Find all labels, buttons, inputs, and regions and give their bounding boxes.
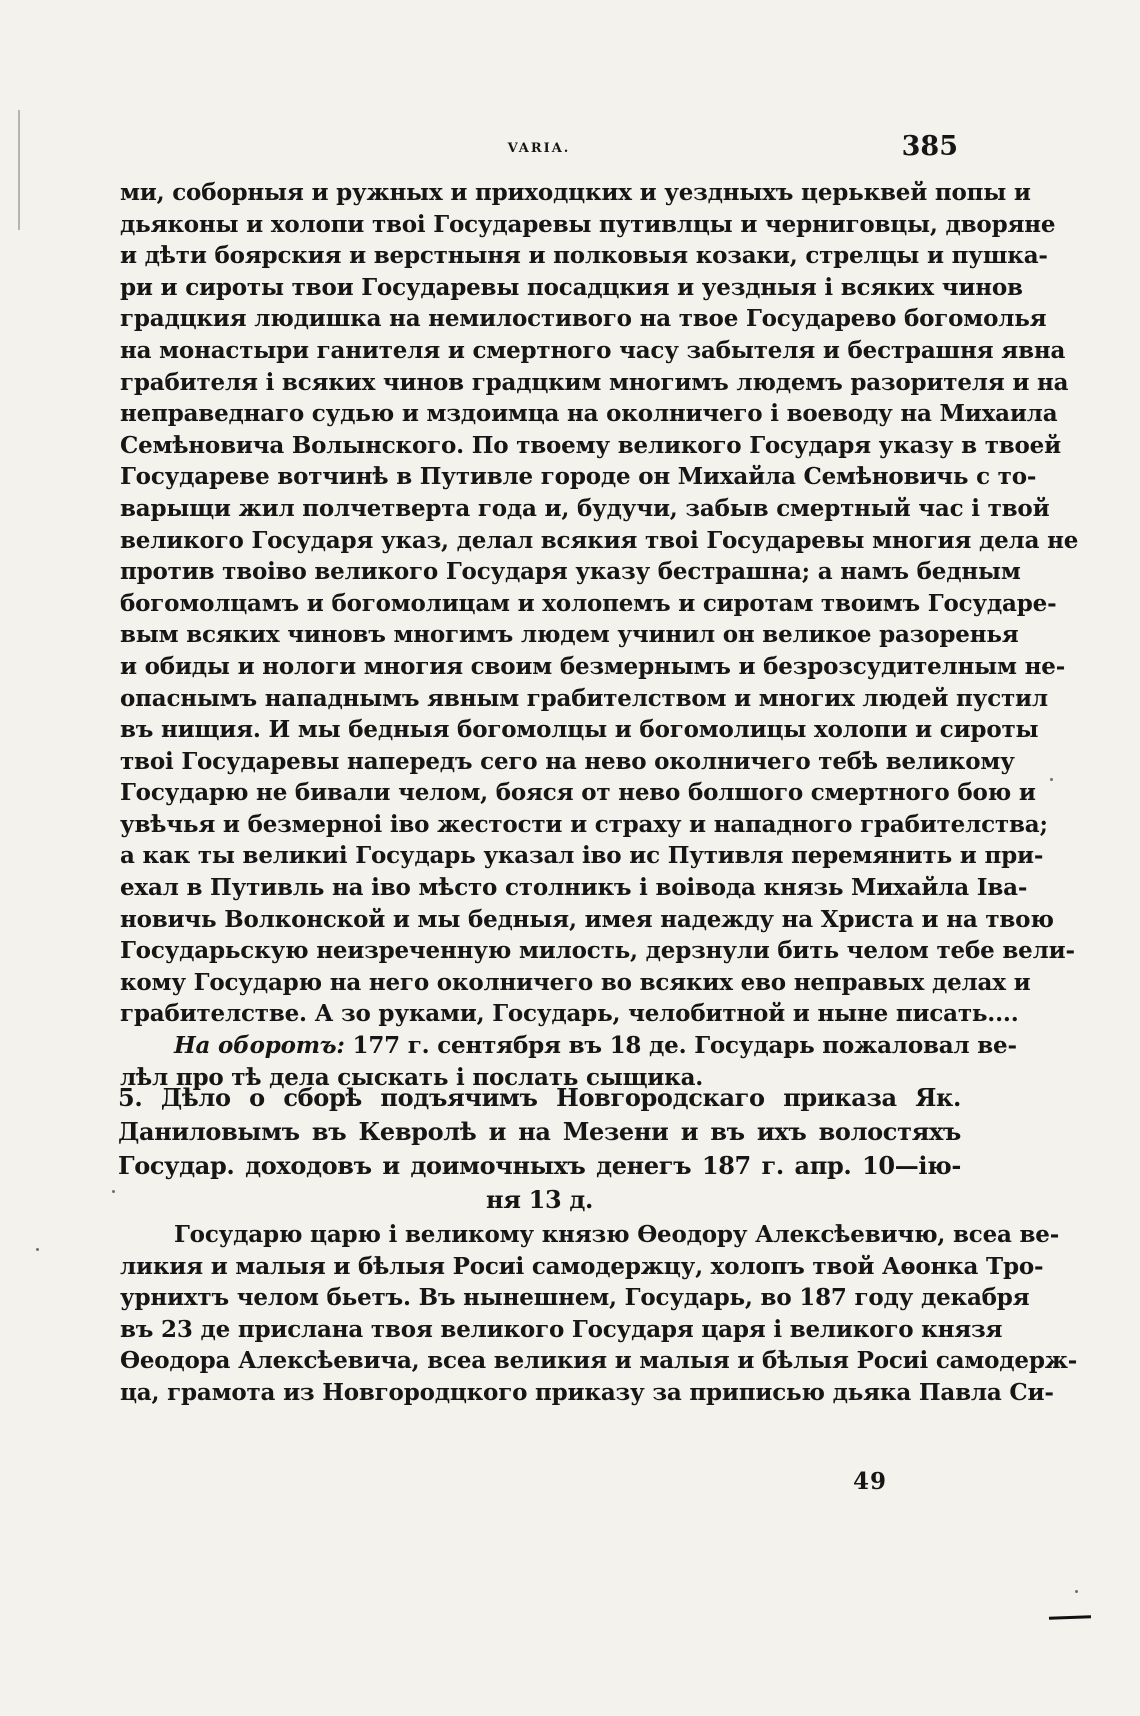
text-line: а как ты великиі Государь указал іво ис Путивля перемянить и при- (120, 842, 1044, 870)
petition-paragraph (120, 177, 1079, 1093)
text-line: Государю не бивали челом, бояся от нево болшого смертного бою и (120, 779, 1036, 807)
text-line: вым всяких чиновъ многимъ людем учинил он великое разоренья (120, 621, 1019, 649)
report-paragraph (120, 1219, 1078, 1409)
text-line: дьяконы и холопи твоі Государевы путивлцы и черниговцы, дворяне (120, 210, 1056, 238)
scan-speck (36, 1248, 39, 1251)
running-head: VARIA. (507, 141, 571, 156)
text-line: ликия и малыя и бѣлыя Росиі самодержцу, холопъ твой Аѳонка Тро- (120, 1252, 1044, 1280)
reverse-note-text: 177 г. сентября въ 18 де. Государь пожаловал ве- (344, 1032, 1017, 1060)
scan-speck (112, 1190, 115, 1193)
heading-last-line: ня 13 д. (486, 1185, 593, 1214)
heading-line: 5. Дѣло о сборѣ подъячимъ Новгородскаго приказа Як. (118, 1083, 961, 1112)
reverse-note-label: На оборотъ: (174, 1032, 345, 1060)
text-line: увѣчья и безмерноі іво жестости и страху и нападного грабителства; (120, 810, 1048, 838)
text-line: богомолцамъ и богомолицам и холопемъ и сиротам твоимъ Государе- (120, 589, 1057, 617)
text-line: Государю царю і великому князю Ѳеодору Алексѣевичю, всеа ве- (174, 1221, 1060, 1248)
text-line: ми, соборныя и ружных и приходцких и уездныхъ церьквей попы и (120, 179, 1031, 206)
text-line: Ѳеодора Алексѣевича, всеа великия и малыя и бѣлыя Росиі самодерж- (120, 1347, 1078, 1375)
text-line: Государьскую неизреченную милость, дерзнули бить челом тебе вели- (120, 937, 1075, 965)
scan-speck (1075, 1590, 1078, 1593)
section-heading (118, 1081, 961, 1217)
text-line: и дѣти боярския и верстныня и полковыя козаки, стрелцы и пушка- (120, 242, 1048, 270)
text-line: Семѣновича Волынского. По твоему великого Государя указу в твоей (120, 431, 1061, 459)
text-line: грабителя і всяких чинов градцким многимъ людемъ разорителя и на (120, 368, 1069, 396)
reverse-note-line (120, 1030, 1017, 1062)
text-line: въ 23 де прислана твоя великого Государя царя і великого князя (120, 1315, 1003, 1343)
text-line: ри и сироты твои Государевы посадцкия и уездныя і всяких чинов (120, 273, 1023, 301)
text-line: ца, грамота из Новгородцкого приказу за приписью дьяка Павла Си- (120, 1378, 1054, 1406)
scan-edge-mark (18, 110, 20, 230)
text-line: неправеднаго судью и мздоимца на околничего і воеводу на Михаила (120, 400, 1058, 428)
text-line: варыщи жил полчетверта года и, будучи, забыв смертный час і твой (120, 494, 1050, 522)
reverse-note-last-line: лѣл про тѣ дела сыскать і послать сыщика. (120, 1063, 704, 1091)
text-line: градцкия людишка на немилостивого на твое Государево богомолья (120, 305, 1047, 333)
page-number: 385 (901, 131, 958, 162)
printer-signature: 49 (853, 1468, 888, 1495)
text-line: и обиды и нологи многия своим безмернымъ и безрозсудителным не- (120, 652, 1066, 680)
text-line: ехал в Путивль на іво мѣсто столникъ і воівода князь Михайла Іва- (120, 874, 1028, 902)
margin-mark (1049, 1615, 1091, 1619)
text-line: урнихтъ челом бьетъ. Въ нынешнем, Государь, во 187 году декабря (120, 1284, 1030, 1312)
text-line: против твоіво великого Государя указу бестрашна; а намъ бедным (120, 558, 1021, 586)
heading-line: Даниловымъ въ Кевролѣ и на Мезени и въ ихъ волостяхъ (118, 1117, 961, 1146)
text-line: великого Государя указ, делал всякия твоі Государевы многия дела не (120, 526, 1079, 554)
page-header (120, 131, 958, 171)
text-line: опаснымъ нападнымъ явным грабителством и многих людей пустил (120, 684, 1048, 712)
text-line: въ нищия. И мы бедныя богомолцы и богомолицы холопи и сироты (120, 716, 1039, 744)
text-line: твоі Государевы напередъ сего на нево околничего тебѣ великому (120, 747, 1015, 775)
text-line: грабителстве. А зо руками, Государь, челобитной и ныне писать.... (120, 1000, 1019, 1028)
scan-speck (1050, 778, 1053, 781)
text-line: Государеве вотчинѣ в Путивле городе он Михайла Семѣновичь с то- (120, 463, 1037, 491)
text-line: новичь Волконской и мы бедныя, имея надежду на Христа и на твою (120, 905, 1054, 933)
text-line: кому Государю на него околничего во всяких ево неправых делах и (120, 968, 1031, 996)
text-line: на монастыри ганителя и смертного часу забытеля и бестрашня явна (120, 336, 1066, 364)
heading-line: Государ. доходовъ и доимочныхъ денегъ 187 г. апр. 10—ію- (118, 1151, 961, 1180)
